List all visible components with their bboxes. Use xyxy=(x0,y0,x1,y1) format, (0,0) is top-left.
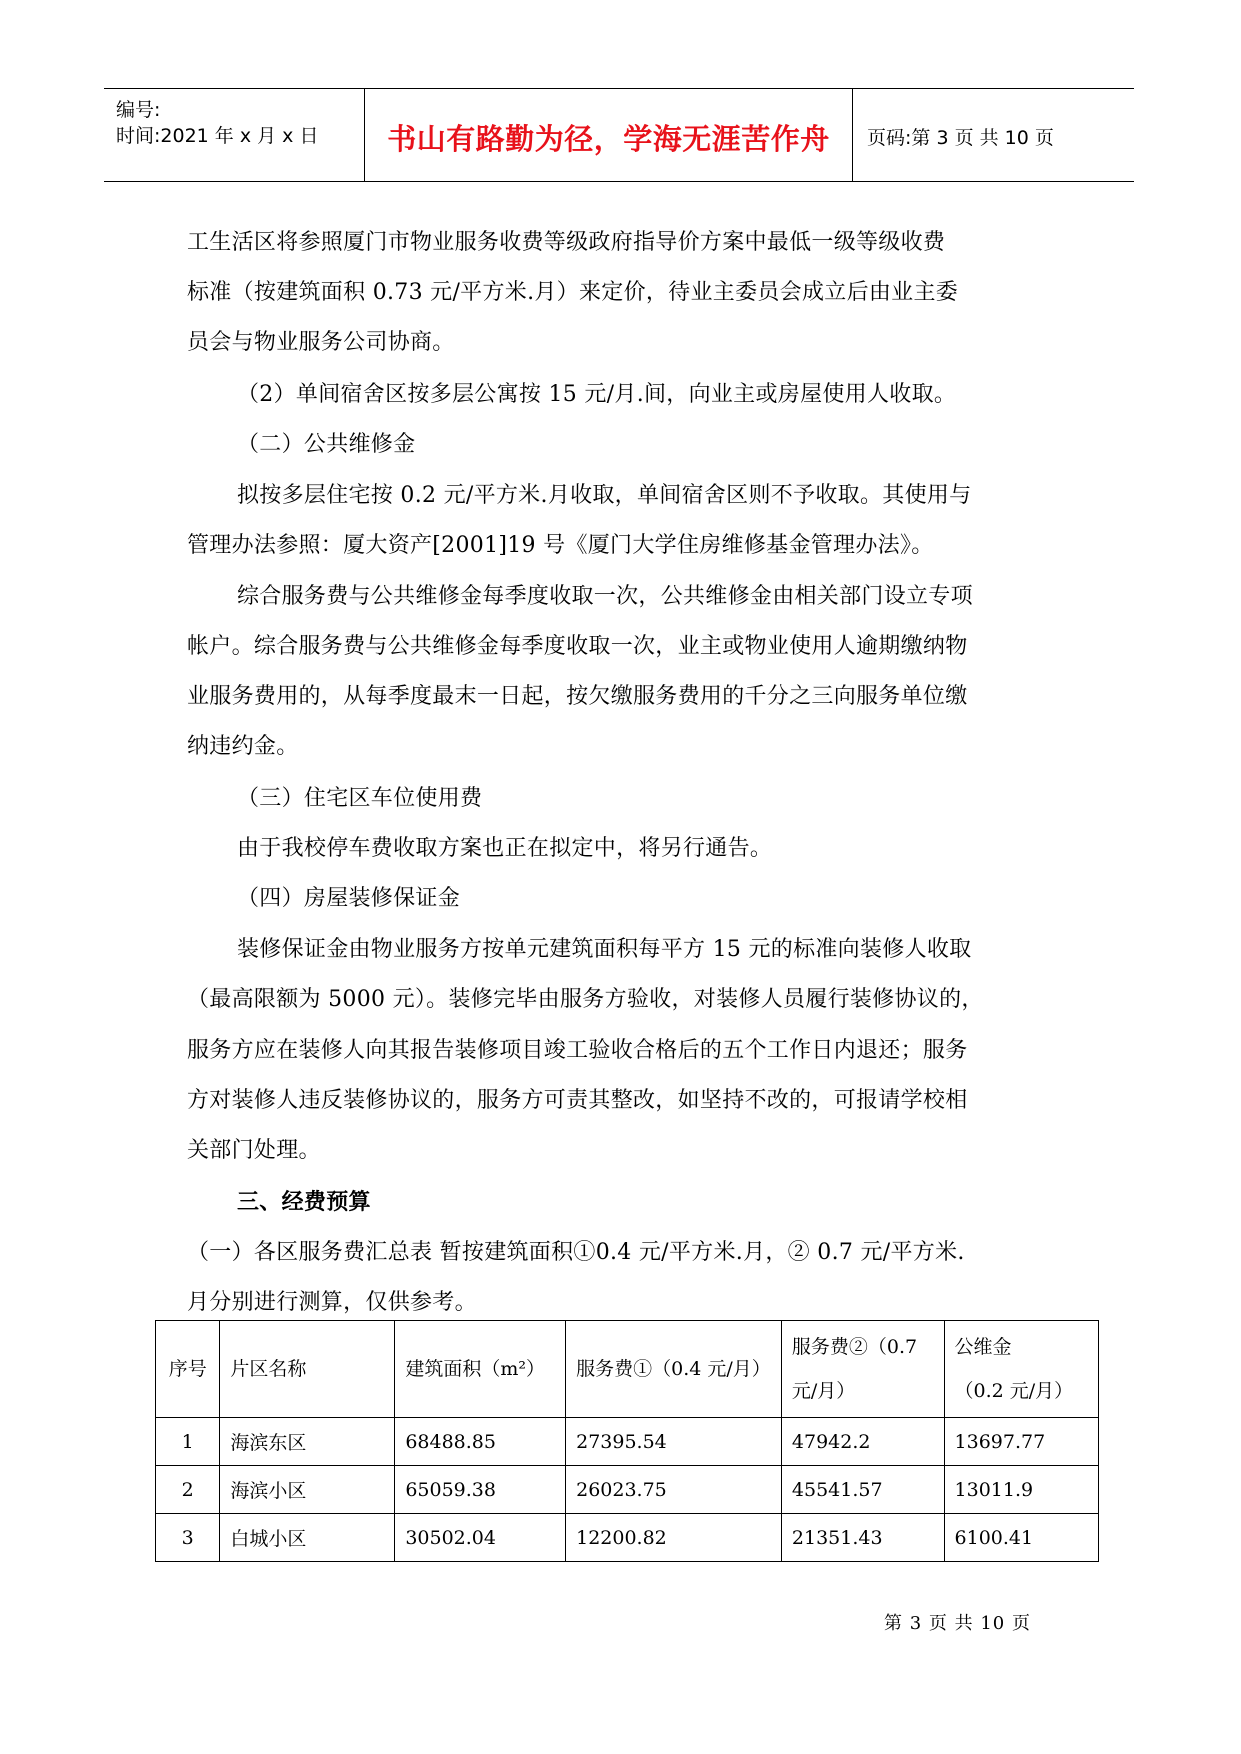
body-line: 服务方应在装修人向其报告装修项目竣工验收合格后的五个工作日内退还；服务 xyxy=(187,1038,968,1063)
service-fee-table xyxy=(155,1320,1099,1562)
cell-floor-area: 30502.04 xyxy=(395,1514,566,1562)
body-line: 拟按多层住宅按 0.2 元/平方米.月收取，单间宿舍区则不予收取。其使用与 xyxy=(237,483,972,508)
table-row xyxy=(156,1466,1099,1514)
table-row xyxy=(156,1514,1099,1562)
header-motto-cell xyxy=(365,89,853,181)
cell-fee1: 26023.75 xyxy=(566,1466,782,1514)
body-line: （一）各区服务费汇总表 暂按建筑面积①0.4 元/平方米.月，② 0.7 元/平方米. xyxy=(187,1240,965,1265)
body-line: 纳违约金。 xyxy=(187,734,299,759)
col-header-area-name: 片区名称 xyxy=(220,1321,395,1418)
body-line: 综合服务费与公共维修金每季度收取一次，公共维修金由相关部门设立专项 xyxy=(237,584,973,609)
cell-area-name: 海滨小区 xyxy=(220,1466,395,1514)
cell-fee2: 45541.57 xyxy=(781,1466,944,1514)
body-line: 方对装修人违反装修协议的，服务方可责其整改，如坚持不改的，可报请学校相 xyxy=(187,1088,968,1113)
cell-seq: 2 xyxy=(156,1466,220,1514)
col-header-fee1: 服务费①（0.4 元/月） xyxy=(566,1321,782,1418)
subsection-heading: （二）公共维修金 xyxy=(237,432,416,457)
section-heading: 三、经费预算 xyxy=(237,1190,371,1215)
header-page-cell xyxy=(853,89,1134,181)
body-line: 帐户。综合服务费与公共维修金每季度收取一次，业主或物业使用人逾期缴纳物 xyxy=(187,634,968,659)
page-footer: 第 3 页 共 10 页 xyxy=(884,1613,1031,1634)
cell-seq: 3 xyxy=(156,1514,220,1562)
cell-fee1: 27395.54 xyxy=(566,1418,782,1466)
doc-number-label: 编号: xyxy=(116,99,161,121)
header-meta xyxy=(104,89,365,181)
col-header-fee2-line1: 服务费②（0.7 xyxy=(791,1336,918,1358)
col-header-fee2 xyxy=(781,1321,944,1418)
col-header-floor-area: 建筑面积（m²） xyxy=(395,1321,566,1418)
col-header-fund-line1: 公维金 xyxy=(954,1336,1012,1358)
col-header-fee2-line2: 元/月） xyxy=(791,1380,856,1402)
subsection-heading: （四）房屋装修保证金 xyxy=(237,886,461,911)
body-line: 由于我校停车费收取方案也正在拟定中，将另行通告。 xyxy=(237,836,773,861)
cell-fee2: 47942.2 xyxy=(781,1418,944,1466)
body-line: 装修保证金由物业服务方按单元建筑面积每平方 15 元的标准向装修人收取 xyxy=(237,937,972,962)
body-line: 标准（按建筑面积 0.73 元/平方米.月）来定价，待业主委员会成立后由业主委 xyxy=(187,280,959,305)
table-row xyxy=(156,1418,1099,1466)
cell-fee1: 12200.82 xyxy=(566,1514,782,1562)
cell-fund: 6100.41 xyxy=(944,1514,1098,1562)
cell-floor-area: 65059.38 xyxy=(395,1466,566,1514)
table-header-row xyxy=(156,1321,1099,1418)
header-motto: 书山有路勤为径，学海无涯苦作舟 xyxy=(387,122,830,156)
body-line: 管理办法参照：厦大资产[2001]19 号《厦门大学住房维修基金管理办法》。 xyxy=(187,533,934,558)
body-line: 月分别进行测算，仅供参考。 xyxy=(187,1290,477,1315)
col-header-fund xyxy=(944,1321,1098,1418)
body-line: 业服务费用的，从每季度最末一日起，按欠缴服务费用的千分之三向服务单位缴 xyxy=(187,684,968,709)
cell-fee2: 21351.43 xyxy=(781,1514,944,1562)
doc-time-label: 时间:2021 年 x 月 x 日 xyxy=(116,125,319,147)
cell-seq: 1 xyxy=(156,1418,220,1466)
body-line: 员会与物业服务公司协商。 xyxy=(187,330,455,355)
cell-floor-area: 68488.85 xyxy=(395,1418,566,1466)
cell-fund: 13011.9 xyxy=(944,1466,1098,1514)
cell-area-name: 海滨东区 xyxy=(220,1418,395,1466)
subsection-heading: （三）住宅区车位使用费 xyxy=(237,786,483,811)
header-page-number: 页码:第 3 页 共 10 页 xyxy=(867,127,1054,149)
cell-area-name: 白城小区 xyxy=(220,1514,395,1562)
body-line: （最高限额为 5000 元）。装修完毕由服务方验收，对装修人员履行装修协议的， xyxy=(187,987,984,1012)
body-line: 关部门处理。 xyxy=(187,1138,321,1163)
col-header-fund-line2: （0.2 元/月） xyxy=(954,1380,1074,1402)
col-header-seq: 序号 xyxy=(156,1321,220,1418)
cell-fund: 13697.77 xyxy=(944,1418,1098,1466)
body-line: 工生活区将参照厦门市物业服务收费等级政府指导价方案中最低一级等级收费 xyxy=(187,230,946,255)
page-header xyxy=(104,88,1134,182)
body-line: （2）单间宿舍区按多层公寓按 15 元/月.间，向业主或房屋使用人收取。 xyxy=(237,382,957,407)
